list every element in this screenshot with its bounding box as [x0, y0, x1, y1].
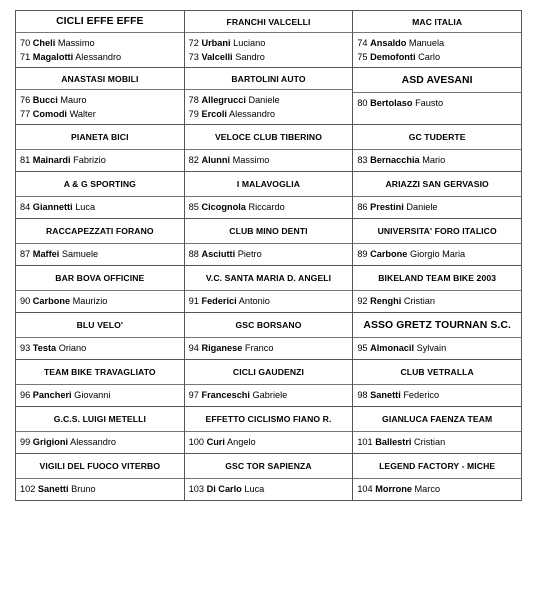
team-cell	[353, 172, 522, 219]
team-name: ANASTASI MOBILI	[16, 68, 184, 90]
rider-surname: Urbani	[201, 38, 231, 48]
roster-row	[16, 172, 522, 219]
team-block	[353, 11, 521, 67]
team-name: VIGILI DEL FUOCO VITERBO	[16, 454, 184, 479]
team-block	[16, 125, 184, 171]
rider-first-name: Massimo	[57, 38, 95, 48]
rider-first-name: Cristian	[403, 296, 435, 306]
bib-number: 102	[20, 484, 36, 494]
team-cell	[184, 68, 353, 125]
rider-surname: Riganese	[201, 343, 243, 353]
team-cell	[184, 125, 353, 172]
rider-first-name: Mauro	[60, 95, 87, 105]
team-cell	[184, 11, 353, 68]
rider-first-name: Alessandro	[75, 51, 122, 62]
rider-entry	[20, 94, 181, 108]
rider-surname: Ballestri	[375, 437, 412, 447]
rider-first-name: Luciano	[233, 38, 266, 48]
rider-surname: Grigioni	[32, 437, 69, 447]
team-cell	[184, 407, 353, 454]
rider-first-name: Massimo	[232, 155, 270, 165]
team-name: TEAM BIKE TRAVAGLIATO	[16, 360, 184, 385]
team-cell	[16, 360, 185, 407]
team-cell	[353, 454, 522, 501]
rider-list	[353, 385, 521, 406]
rider-first-name: Walter	[69, 108, 96, 119]
rider-first-name: Sylvain	[416, 343, 447, 353]
team-cell	[16, 313, 185, 360]
team-block	[16, 172, 184, 218]
rider-list	[353, 93, 521, 114]
team-cell	[184, 219, 353, 266]
team-name: GC TUDERTE	[353, 125, 521, 150]
bib-number: 81	[20, 155, 31, 165]
team-cell	[353, 266, 522, 313]
rider-entry	[189, 94, 350, 108]
bib-number: 72	[188, 38, 199, 48]
bib-number: 95	[357, 343, 368, 353]
rider-entry	[20, 201, 181, 215]
rider-first-name: Fabrizio	[73, 155, 106, 165]
rider-list	[353, 432, 521, 453]
rider-list	[16, 197, 184, 218]
rider-surname: Di Carlo	[206, 484, 242, 494]
rider-first-name: Maurizio	[72, 296, 108, 306]
rider-first-name: Gabriele	[252, 390, 288, 400]
rider-list	[353, 479, 521, 500]
rider-first-name: Pietro	[237, 249, 262, 259]
bib-number: 104	[357, 484, 373, 494]
bib-number: 98	[357, 390, 368, 400]
rider-entry	[189, 436, 350, 450]
rider-surname: Alunni	[201, 155, 231, 165]
team-name: EFFETTO CICLISMO FIANO R.	[185, 407, 353, 432]
team-name: GSC TOR SAPIENZA	[185, 454, 353, 479]
rider-first-name: Manuela	[408, 38, 445, 48]
rider-first-name: Sandro	[235, 51, 265, 62]
team-name: BLU VELO'	[16, 313, 184, 338]
bib-number: 87	[20, 249, 31, 259]
rider-entry	[357, 97, 518, 111]
roster-row	[16, 68, 522, 125]
rider-first-name: Daniele	[248, 95, 280, 105]
rider-list	[16, 338, 184, 359]
rider-list	[16, 150, 184, 171]
rider-first-name: Giovanni	[74, 390, 111, 400]
roster-row	[16, 360, 522, 407]
team-cell	[16, 219, 185, 266]
bib-number: 84	[20, 202, 31, 212]
rider-surname: Bucci	[32, 95, 58, 105]
team-cell	[353, 219, 522, 266]
team-cell	[16, 11, 185, 68]
rider-list	[16, 33, 184, 67]
team-cell	[16, 125, 185, 172]
team-cell	[184, 454, 353, 501]
team-name: GIANLUCA FAENZA TEAM	[353, 407, 521, 432]
rider-first-name: Federico	[403, 390, 440, 400]
rider-surname: Renghi	[370, 296, 402, 306]
team-name: ARIAZZI SAN GERVASIO	[353, 172, 521, 197]
rider-list	[185, 479, 353, 500]
rider-surname: Valcelli	[201, 51, 233, 62]
team-cell	[353, 68, 522, 125]
team-name: MAC ITALIA	[353, 11, 521, 33]
rider-list	[353, 197, 521, 218]
team-name: V.C. SANTA MARIA D. ANGELI	[185, 266, 353, 291]
rider-first-name: Samuele	[61, 249, 99, 259]
rider-entry	[189, 389, 350, 403]
team-name: G.C.S. LUIGI METELLI	[16, 407, 184, 432]
rider-first-name: Antonio	[238, 296, 270, 306]
team-block	[353, 454, 521, 500]
rider-surname: Federici	[201, 296, 237, 306]
bib-number: 90	[20, 296, 31, 306]
bib-number: 71	[20, 51, 31, 62]
roster-row	[16, 11, 522, 68]
rider-list	[353, 291, 521, 312]
team-name: LEGEND FACTORY - MICHE	[353, 454, 521, 479]
rider-surname: Sanetti	[370, 390, 401, 400]
rider-entry	[357, 436, 518, 450]
rider-list	[185, 432, 353, 453]
rider-first-name: Cristian	[414, 437, 446, 447]
rider-list	[16, 479, 184, 500]
rider-list	[185, 385, 353, 406]
bib-number: 83	[357, 155, 368, 165]
rider-entry	[20, 389, 181, 403]
team-name: CICLI GAUDENZI	[185, 360, 353, 385]
bib-number: 97	[188, 390, 199, 400]
rider-entry	[189, 37, 350, 51]
rider-list	[185, 338, 353, 359]
team-cell	[184, 172, 353, 219]
rider-entry	[189, 51, 350, 65]
team-name: BARTOLINI AUTO	[185, 68, 353, 90]
team-block	[353, 360, 521, 406]
team-cell	[353, 407, 522, 454]
bib-number: 99	[20, 437, 31, 447]
team-cell	[16, 407, 185, 454]
rider-first-name: Luca	[244, 484, 265, 494]
rider-list	[185, 33, 353, 67]
team-block	[185, 11, 353, 67]
team-cell	[353, 125, 522, 172]
rider-entry	[357, 37, 518, 51]
team-name: ASD AVESANI	[353, 68, 521, 93]
rider-surname: Demofonti	[370, 51, 416, 62]
rider-entry	[20, 51, 181, 65]
rider-entry	[20, 342, 181, 356]
rider-first-name: Franco	[244, 343, 274, 353]
team-cell	[16, 454, 185, 501]
team-name: GSC BORSANO	[185, 313, 353, 338]
rider-entry	[20, 436, 181, 450]
rider-entry	[20, 295, 181, 309]
team-name: A & G SPORTING	[16, 172, 184, 197]
team-roster-sheet	[15, 10, 522, 501]
team-name: VELOCE CLUB TIBERINO	[185, 125, 353, 150]
rider-surname: Ansaldo	[370, 38, 407, 48]
team-block	[16, 454, 184, 500]
rider-surname: Curi	[206, 437, 225, 447]
bib-number: 85	[188, 202, 199, 212]
team-cell	[184, 266, 353, 313]
rider-list	[353, 338, 521, 359]
bib-number: 86	[357, 202, 368, 212]
bib-number: 94	[188, 343, 199, 353]
team-block	[16, 219, 184, 265]
rider-surname: Ercoli	[201, 108, 227, 119]
rider-entry	[189, 342, 350, 356]
rider-entry	[357, 154, 518, 168]
team-name: UNIVERSITA' FORO ITALICO	[353, 219, 521, 244]
rider-first-name: Daniele	[406, 202, 438, 212]
rider-surname: Sanetti	[37, 484, 69, 494]
rider-list	[185, 197, 353, 218]
bib-number: 70	[20, 38, 31, 48]
rider-entry	[189, 154, 350, 168]
team-name: ASSO GRETZ TOURNAN S.C.	[353, 313, 521, 338]
rider-first-name: Fausto	[415, 98, 444, 108]
rider-surname: Maffei	[32, 249, 60, 259]
team-cell	[16, 266, 185, 313]
rider-entry	[189, 295, 350, 309]
rider-list	[16, 244, 184, 265]
rider-surname: Magalotti	[32, 51, 74, 62]
team-name: FRANCHI VALCELLI	[185, 11, 353, 33]
bib-number: 79	[188, 108, 199, 119]
team-block	[16, 266, 184, 312]
team-name: PIANETA BICI	[16, 125, 184, 150]
rider-entry	[189, 108, 350, 122]
team-cell	[184, 360, 353, 407]
team-block	[185, 266, 353, 312]
team-block	[16, 11, 184, 67]
rider-first-name: Mario	[422, 155, 446, 165]
rider-surname: Allegrucci	[201, 95, 246, 105]
bib-number: 78	[188, 95, 199, 105]
rider-first-name: Luca	[75, 202, 96, 212]
team-name: BIKELAND TEAM BIKE 2003	[353, 266, 521, 291]
roster-row	[16, 407, 522, 454]
bib-number: 80	[357, 98, 368, 108]
bib-number: 92	[357, 296, 368, 306]
team-block	[185, 219, 353, 265]
team-name: CICLI EFFE EFFE	[16, 11, 184, 33]
roster-row	[16, 125, 522, 172]
rider-first-name: Angelo	[226, 437, 256, 447]
team-name: RACCAPEZZATI FORANO	[16, 219, 184, 244]
rider-entry	[189, 201, 350, 215]
rider-surname: Mainardi	[32, 155, 71, 165]
rider-entry	[357, 201, 518, 215]
rider-surname: Almonacil	[370, 343, 415, 353]
rider-entry	[357, 342, 518, 356]
rider-surname: Carbone	[32, 296, 71, 306]
team-block	[353, 219, 521, 265]
team-cell	[353, 360, 522, 407]
rider-first-name: Giorgio Maria	[409, 249, 466, 259]
team-block	[185, 68, 353, 124]
team-block	[16, 360, 184, 406]
rider-list	[185, 244, 353, 265]
rider-entry	[189, 483, 350, 497]
roster-row	[16, 454, 522, 501]
rider-entry	[20, 483, 181, 497]
rider-entry	[357, 389, 518, 403]
rider-first-name: Alessandro	[70, 437, 117, 447]
team-block	[16, 313, 184, 359]
rider-entry	[20, 108, 181, 122]
team-block	[185, 407, 353, 453]
team-roster-table	[15, 10, 522, 501]
rider-list	[16, 385, 184, 406]
team-block	[353, 125, 521, 171]
rider-first-name: Marco	[414, 484, 441, 494]
team-name: I MALAVOGLIA	[185, 172, 353, 197]
team-name: CLUB VETRALLA	[353, 360, 521, 385]
rider-first-name: Carlo	[418, 51, 441, 62]
bib-number: 74	[357, 38, 368, 48]
team-block	[185, 313, 353, 359]
rider-surname: Pancheri	[32, 390, 72, 400]
team-name: CLUB MINO DENTI	[185, 219, 353, 244]
rider-surname: Giannetti	[32, 202, 73, 212]
rider-first-name: Alessandro	[229, 108, 275, 119]
rider-list	[185, 150, 353, 171]
rider-entry	[357, 483, 518, 497]
bib-number: 96	[20, 390, 31, 400]
team-cell	[184, 313, 353, 360]
rider-surname: Franceschi	[201, 390, 250, 400]
rider-surname: Cheli	[32, 38, 56, 48]
bib-number: 77	[20, 108, 31, 119]
team-block	[353, 172, 521, 218]
rider-surname: Testa	[32, 343, 57, 353]
team-cell	[16, 68, 185, 125]
rider-surname: Asciutti	[201, 249, 236, 259]
team-block	[353, 407, 521, 453]
rider-list	[16, 90, 184, 124]
rider-first-name: Oriano	[58, 343, 87, 353]
rider-list	[353, 33, 521, 67]
bib-number: 91	[188, 296, 199, 306]
team-block	[353, 266, 521, 312]
rider-surname: Cicognola	[201, 202, 246, 212]
rider-first-name: Riccardo	[248, 202, 285, 212]
team-block	[16, 68, 184, 124]
team-cell	[353, 313, 522, 360]
bib-number: 82	[188, 155, 199, 165]
roster-row	[16, 266, 522, 313]
bib-number: 88	[188, 249, 199, 259]
team-block	[185, 125, 353, 171]
team-cell	[353, 11, 522, 68]
bib-number: 75	[357, 51, 368, 62]
rider-entry	[189, 248, 350, 262]
rider-surname: Bernacchia	[370, 155, 420, 165]
rider-list	[16, 432, 184, 453]
rider-list	[185, 291, 353, 312]
team-block	[185, 172, 353, 218]
bib-number: 76	[20, 95, 31, 105]
team-cell	[16, 172, 185, 219]
rider-entry	[357, 295, 518, 309]
bib-number: 93	[20, 343, 31, 353]
rider-entry	[357, 248, 518, 262]
rider-first-name: Bruno	[71, 484, 96, 494]
rider-entry	[357, 51, 518, 65]
bib-number: 89	[357, 249, 368, 259]
team-name: BAR BOVA OFFICINE	[16, 266, 184, 291]
rider-entry	[20, 154, 181, 168]
team-block	[185, 360, 353, 406]
roster-body	[16, 11, 522, 501]
roster-row	[16, 313, 522, 360]
rider-list	[353, 150, 521, 171]
rider-surname: Carbone	[370, 249, 408, 259]
team-block	[16, 407, 184, 453]
rider-list	[353, 244, 521, 265]
rider-surname: Prestini	[370, 202, 404, 212]
roster-row	[16, 219, 522, 266]
rider-list	[185, 90, 353, 124]
team-block	[353, 313, 521, 359]
bib-number: 103	[188, 484, 204, 494]
rider-surname: Morrone	[375, 484, 412, 494]
team-block	[353, 68, 521, 124]
rider-entry	[20, 248, 181, 262]
team-block	[185, 454, 353, 500]
bib-number: 101	[357, 437, 373, 447]
rider-entry	[20, 37, 181, 51]
bib-number: 73	[188, 51, 199, 62]
rider-list	[16, 291, 184, 312]
rider-surname: Bertolaso	[370, 98, 413, 108]
bib-number: 100	[188, 437, 204, 447]
rider-surname: Comodi	[32, 108, 67, 119]
